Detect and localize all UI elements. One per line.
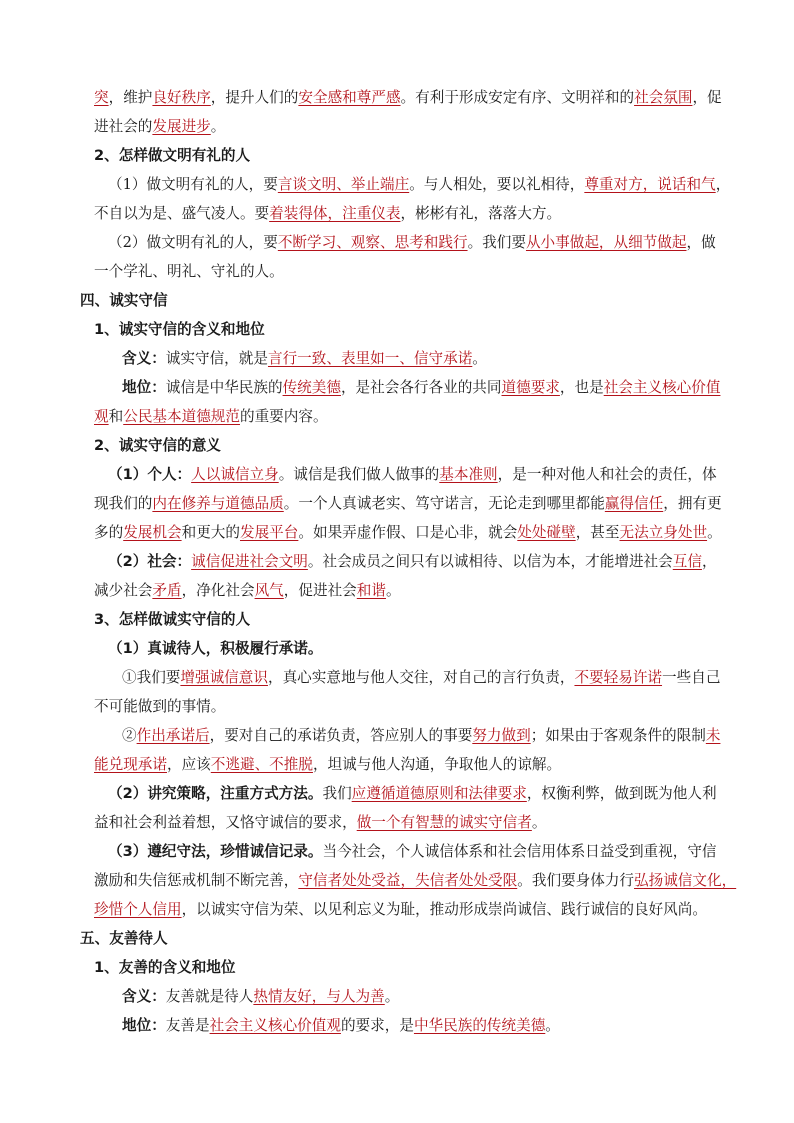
section-heading <box>80 929 168 949</box>
body-text: ，要对自己的承诺负责，答应别人的事要 <box>209 727 473 744</box>
key-phrase: 不逃避、不推脱 <box>210 756 313 773</box>
body-text: 四、诚实守信 <box>80 292 168 309</box>
body-text: ，拥有更 <box>663 495 722 512</box>
body-text: ，促 <box>692 89 722 106</box>
label-text: （3）遵纪守法，珍惜诚信记录。 <box>108 843 323 860</box>
key-phrase: 作出承诺后 <box>136 727 210 744</box>
body-text: 。 <box>545 1017 560 1034</box>
key-phrase: 言行一致、表里如一、信守承诺 <box>267 350 473 367</box>
body-text: ，坦诚与他人沟通，争取他人的谅解。 <box>312 756 562 773</box>
text-line <box>122 726 720 746</box>
key-phrase: 着装得体，注重仪表 <box>269 205 401 222</box>
body-text: 现我们的 <box>94 495 153 512</box>
body-text: 3、怎样做诚实守信的人 <box>94 611 251 628</box>
text-line <box>122 987 399 1007</box>
body-text: ，提升人们的 <box>210 89 299 106</box>
body-text: 五、友善待人 <box>80 930 168 947</box>
body-text: （1）做文明有礼的人，要 <box>108 176 278 193</box>
key-phrase: 赢得信任 <box>604 495 664 512</box>
body-text: 2、怎样做文明有礼的人 <box>94 147 251 164</box>
key-phrase: 公民基本道德规范 <box>123 408 240 425</box>
body-text: ，维护 <box>108 89 153 106</box>
key-phrase: 不断学习、观察、思考和践行 <box>277 234 468 251</box>
body-text: 当今社会，个人诚信体系和社会信用体系日益受到重视，守信 <box>322 843 717 860</box>
body-text: （2）做文明有礼的人，要 <box>108 234 278 251</box>
body-text: 。有利于形成安定有序、文明祥和的 <box>400 89 635 106</box>
key-phrase: 社会主义核心价值观 <box>209 1017 341 1034</box>
text-line <box>94 813 546 833</box>
body-text: 诚实守信，就是 <box>165 350 268 367</box>
body-text: ，净化社会 <box>181 582 255 599</box>
body-text: 的重要内容。 <box>239 408 328 425</box>
body-text: 诚信是中华民族的 <box>165 379 283 396</box>
key-phrase: 发展机会 <box>123 524 182 541</box>
key-phrase: 安全感和尊严感 <box>298 89 401 106</box>
key-phrase: 社会主义核心价值 <box>603 379 721 396</box>
key-phrase: 增强诚信意识 <box>180 669 268 686</box>
key-phrase: 道德要求 <box>501 379 560 396</box>
text-line <box>94 871 736 891</box>
key-phrase: 不要轻易许诺 <box>574 669 663 686</box>
key-phrase: 守信者处处受益，失信者处处受限 <box>298 872 518 889</box>
body-text: ，是社会各行各业的共同 <box>340 379 502 396</box>
key-phrase: 发展平台 <box>239 524 299 541</box>
key-phrase: 能兑现承诺 <box>94 756 167 773</box>
text-line <box>94 523 722 543</box>
body-text: 。 <box>384 988 400 1005</box>
text-line <box>108 639 322 659</box>
key-phrase: 基本准则 <box>439 466 498 483</box>
subsection-heading <box>94 320 265 340</box>
key-phrase: 互信 <box>672 553 702 570</box>
body-text: ，做 <box>686 234 716 251</box>
text-line <box>122 349 487 369</box>
subsection-heading <box>94 146 250 166</box>
key-phrase: 言谈文明、举止端庄 <box>277 176 410 193</box>
text-line <box>108 465 717 485</box>
body-text: ，是一种对他人和社会的责任，体 <box>497 466 717 483</box>
body-text: 和更大的 <box>181 524 240 541</box>
section-heading <box>80 291 168 311</box>
key-phrase: 热情友好，与人为善 <box>253 988 385 1005</box>
body-text: 多的 <box>94 524 124 541</box>
body-text: 1、友善的含义和地位 <box>94 959 236 976</box>
body-text: 。 <box>385 582 401 599</box>
body-text: 。我们要 <box>467 234 526 251</box>
text-line <box>122 668 720 688</box>
text-line <box>108 552 717 572</box>
text-line <box>94 581 401 601</box>
subsection-heading <box>94 958 236 978</box>
key-phrase: 无法立身处世 <box>619 524 708 541</box>
key-phrase: 和谐 <box>356 582 386 599</box>
body-text: 的要求，是 <box>340 1017 414 1034</box>
key-phrase: 人以诚信立身 <box>191 466 279 483</box>
key-phrase: 发展进步 <box>152 118 211 135</box>
subsection-heading <box>94 610 250 630</box>
label-text: （1）个人： <box>108 466 192 483</box>
text-line <box>94 407 328 427</box>
key-phrase: 做一个有智慧的诚实守信者 <box>356 814 532 831</box>
body-text: 一些自己 <box>662 669 721 686</box>
body-text: 益和社会利益着想，又恪守诚信的要求， <box>94 814 357 831</box>
label-text: 地位： <box>122 1017 166 1034</box>
key-phrase: 良好秩序 <box>152 89 211 106</box>
key-phrase: 从小事做起，从细节做起 <box>525 234 687 251</box>
body-text: 。一个人真诚老实、笃守诺言，无论走到哪里都能 <box>283 495 605 512</box>
text-line <box>122 1016 560 1036</box>
body-text: 。如果弄虚作假、口是心非，就会 <box>298 524 518 541</box>
key-phrase: 矛盾 <box>152 582 182 599</box>
body-text: ，甚至 <box>575 524 620 541</box>
body-text: 。 <box>707 524 722 541</box>
text-line <box>122 378 720 398</box>
subsection-heading <box>94 436 221 456</box>
text-line <box>94 204 561 224</box>
body-text: ，以诚实守信为荣、以见利忘义为耻，推动形成崇尚诚信、践行诚信的良好风尚。 <box>181 901 707 918</box>
key-phrase: 中华民族的传统美德 <box>413 1017 546 1034</box>
text-line <box>94 755 561 775</box>
body-text: 2、诚实守信的意义 <box>94 437 221 454</box>
body-text: 激励和失信惩戒机制不断完善， <box>94 872 299 889</box>
key-phrase: 珍惜个人信用 <box>94 901 182 918</box>
text-line <box>108 784 717 804</box>
key-phrase: 社会氛围 <box>634 89 693 106</box>
label-text: 地位： <box>122 379 166 396</box>
key-phrase: 弘扬诚信文化， <box>634 872 737 889</box>
text-line <box>94 494 722 514</box>
key-phrase: 观 <box>94 408 109 425</box>
body-text: 。与人相处，要以礼相待， <box>409 176 585 193</box>
body-text: ， <box>715 176 731 193</box>
label-text: 含义： <box>122 350 166 367</box>
body-text: 进社会的 <box>94 118 153 135</box>
key-phrase: 处处碰壁 <box>517 524 576 541</box>
body-text: 一个学礼、明礼、守礼的人。 <box>94 263 284 280</box>
key-phrase: 突 <box>94 89 109 106</box>
text-line <box>108 175 730 195</box>
key-phrase: 风气 <box>254 582 284 599</box>
body-text: ，应该 <box>166 756 211 773</box>
text-line <box>94 697 225 717</box>
text-line <box>94 262 284 282</box>
body-text: 友善是 <box>165 1017 210 1034</box>
body-text: ，权衡利弊，做到既为他人利 <box>526 785 717 802</box>
body-text: ，彬彬有礼，落落大方。 <box>400 205 562 222</box>
text-line <box>108 842 717 862</box>
label-text: （1）真诚待人，积极履行承诺。 <box>108 640 323 657</box>
body-text: 。我们要身体力行 <box>517 872 635 889</box>
text-line <box>94 117 225 137</box>
key-phrase: 尊重对方，说话和气 <box>584 176 716 193</box>
body-text: 不可能做到的事情。 <box>94 698 226 715</box>
text-line <box>108 233 716 253</box>
label-text: （2）社会： <box>108 553 192 570</box>
body-text: 。 <box>210 118 226 135</box>
body-text: 友善就是待人 <box>165 988 254 1005</box>
body-text: ，真心实意地与他人交往，对自己的言行负责， <box>267 669 575 686</box>
body-text: ①我们要 <box>122 669 181 686</box>
key-phrase: 传统美德 <box>282 379 341 396</box>
text-line <box>94 900 707 920</box>
body-text: 和 <box>108 408 124 425</box>
body-text: 1、诚实守信的含义和地位 <box>94 321 265 338</box>
body-text: ② <box>122 727 137 744</box>
body-text: 我们 <box>322 785 352 802</box>
body-text: 。社会成员之间只有以诚相待、以信为本，才能增进社会 <box>307 553 673 570</box>
label-text: 含义： <box>122 988 166 1005</box>
body-text: 减少社会 <box>94 582 153 599</box>
body-text: 不自以为是、盛气凌人。要 <box>94 205 270 222</box>
body-text: ，促进社会 <box>283 582 357 599</box>
text-line <box>94 88 722 108</box>
body-text: 。 <box>472 350 487 367</box>
key-phrase: 努力做到 <box>472 727 531 744</box>
key-phrase: 诚信促进社会文明 <box>191 553 308 570</box>
body-text: ，也是 <box>559 379 604 396</box>
body-text: ， <box>701 553 717 570</box>
body-text: 。诚信是我们做人做事的 <box>278 466 440 483</box>
body-text: ；如果由于客观条件的限制 <box>530 727 706 744</box>
key-phrase: 内在修养与道德品质 <box>152 495 284 512</box>
key-phrase: 应遵循道德原则和法律要求 <box>351 785 527 802</box>
label-text: （2）讲究策略，注重方式方法。 <box>108 785 323 802</box>
body-text: 。 <box>531 814 547 831</box>
key-phrase: 未 <box>705 727 721 744</box>
